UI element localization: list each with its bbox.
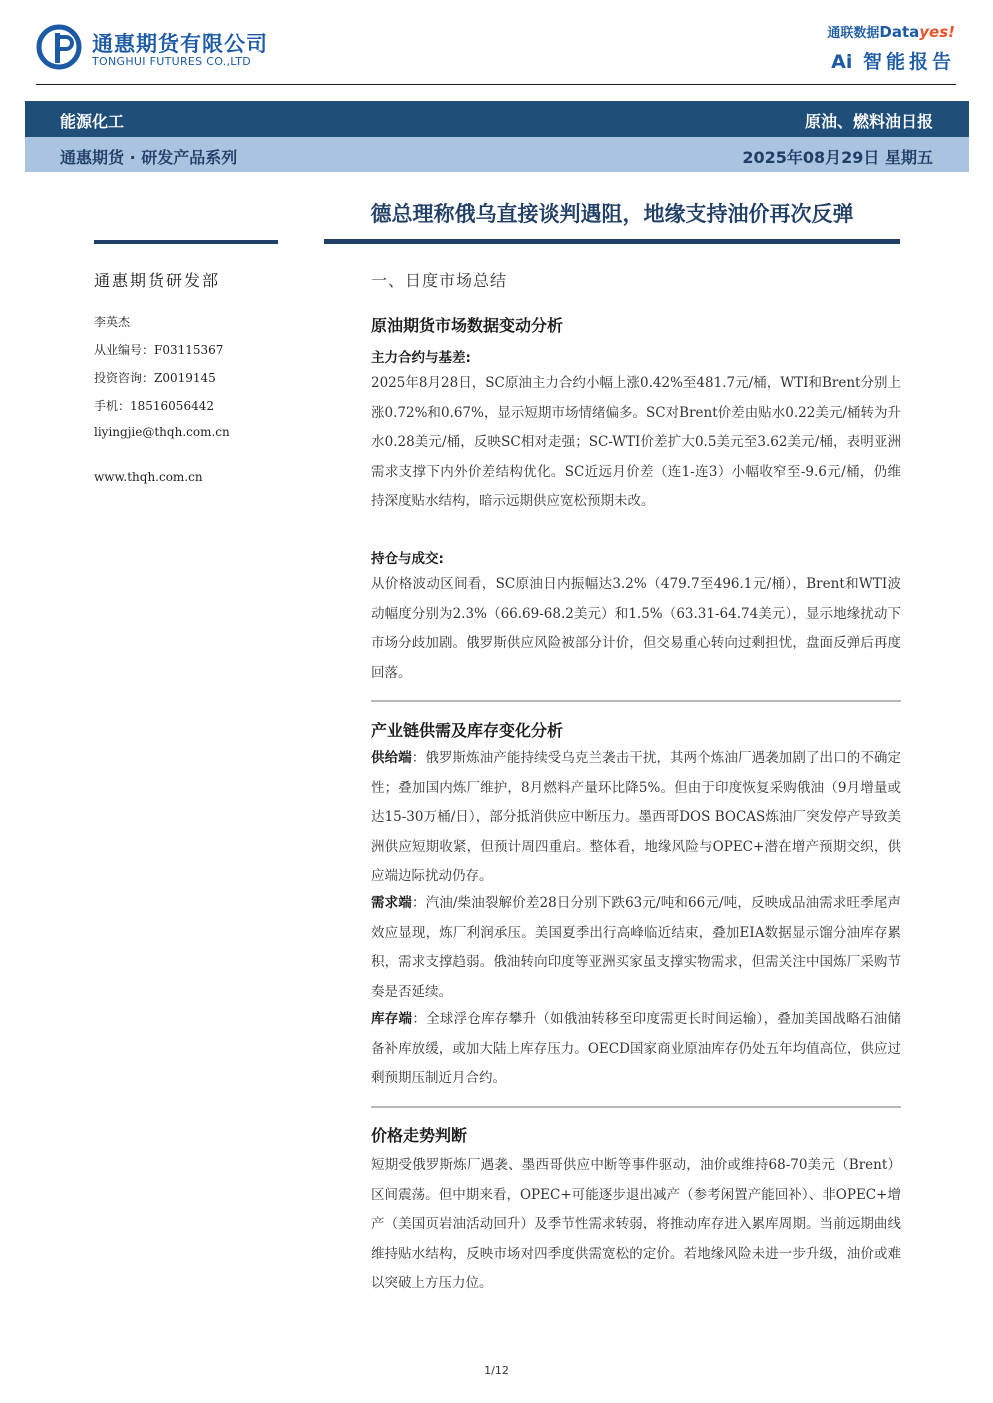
brand-name-en: TONGHUI FUTURES CO.,LTD — [92, 55, 252, 68]
ai-report-text: 智能报告 — [862, 51, 955, 73]
tonghui-logo-icon — [36, 24, 82, 70]
sector-label: 能源化工 — [60, 112, 125, 131]
ai-report-label — [831, 47, 955, 74]
datayes-logo — [827, 22, 955, 41]
website-link[interactable]: www.thqh.com.cn — [94, 470, 203, 484]
supply-text: ：俄罗斯炼油产能持续受乌克兰袭击干扰，其两个炼油厂遇袭加剧了出口的不确定性；叠加国内炼厂维护，8月燃料产量环比降5%。但由于印度恢复采购俄油（9月增量或达15-30万桶/日），部分抵消供应中断压力。墨西哥DOS BOCAS炼油厂突发停产导致美洲供应短期收紧，但预计周四重启。整体看，地缘风险与OPEC+潜在增产预期交织，供应端边际扰动仍存。 — [371, 750, 902, 884]
label-position: 持仓与成交: — [371, 551, 444, 567]
paragraph-supply — [371, 744, 901, 892]
subsection-title-price: 价格走势判断 — [371, 1126, 468, 1145]
paragraph-position: 从价格波动区间看，SC原油日内振幅达3.2%（479.7至496.1元/桶），Brent和WTI波动幅度分别为2.3%（66.69-68.2美元）和1.5%（63.31-64.74美元），显示地缘扰动下市场分歧加剧。俄罗斯供应风险被部分计价，但交易重心转向过剩担忧，盘面反弹后再度回落。 — [371, 576, 901, 681]
paragraph-inventory — [371, 1005, 901, 1094]
supply-label: 供给端 — [371, 750, 412, 766]
report-type: 原油、燃料油日报 — [804, 112, 933, 131]
datayes-name-en: Data — [879, 23, 920, 41]
section-divider — [371, 1106, 901, 1108]
section-title: 一、日度市场总结 — [371, 271, 508, 290]
analyst-name: 李英杰 — [94, 315, 131, 329]
sidebar-rule — [94, 240, 278, 244]
headline-rule — [324, 239, 900, 244]
email-link[interactable]: liyingjie@thqh.com.cn — [94, 425, 230, 439]
research-dept: 通惠期货研发部 — [94, 271, 221, 290]
datayes-name-en-accent: yes! — [919, 23, 955, 41]
inventory-label: 库存端 — [371, 1011, 413, 1027]
page-title: 德总理称俄乌直接谈判遇阻，地缘支持油价再次反弹 — [370, 202, 854, 226]
page-number: 1/12 — [484, 1364, 509, 1377]
label-basis: 主力合约与基差: — [371, 350, 471, 366]
header-divider — [36, 84, 956, 85]
paragraph-price: 短期受俄罗斯炼厂遇袭、墨西哥供应中断等事件驱动，油价或维持68-70美元（Brent）区间震荡。但中期来看，OPEC+可能逐步退出减产（参考闲置产能回补）、非OPEC+增产（美国页岩油活动回升）及季节性需求转弱，将推动库存进入累库周期。当前远期曲线维持贴水结构，反映市场对四季度供需宽松的定价。若地缘风险未进一步升级，油价或难以突破上方压力位。 — [371, 1157, 901, 1291]
section-divider — [371, 700, 901, 702]
subsection-title-supply-chain: 产业链供需及库存变化分析 — [371, 721, 564, 740]
report-date: 2025年08月29日 星期五 — [742, 148, 933, 167]
license-number: 从业编号：F03115367 — [94, 343, 224, 357]
demand-label: 需求端 — [371, 895, 412, 911]
inventory-text: ：全球浮仓库存攀升（如俄油转移至印度需更长时间运输），叠加美国战略石油储备补库放缓，或加大陆上库存压力。OECD国家商业原油库存仍处五年均值高位，供应过剩预期压制近月合约。 — [371, 1011, 902, 1086]
datayes-name-cn: 通联数据 — [827, 26, 880, 41]
brand-name-cn: 通惠期货有限公司 — [92, 32, 268, 56]
phone-number: 手机：18516056442 — [94, 399, 214, 413]
advisory-number: 投资咨询：Z0019145 — [94, 371, 216, 385]
paragraph-basis: 2025年8月28日，SC原油主力合约小幅上涨0.42%至481.7元/桶，WTI和Brent分别上涨0.72%和0.67%，显示短期市场情绪偏多。SC对Brent价差由贴水0.22美元/桶转为升水0.28美元/桶，反映SC相对走强；SC-WTI价差扩大0.5美元至3.62美元/桶，表明亚洲需求支撑下内外价差结构优化。SC近远月价差（连1-连3）小幅收窄至-9.6元/桶，仍维持深度贴水结构，暗示远期供应宽松预期未改。 — [371, 375, 901, 509]
demand-text: ：汽油/柴油裂解价差28日分别下跌63元/吨和66元/吨，反映成品油需求旺季尾声效应显现，炼厂利润承压。美国夏季出行高峰临近结束，叠加EIA数据显示馏分油库存累积，需求支撑趋弱。俄油转向印度等亚洲买家虽支撑实物需求，但需关注中国炼厂采购节奏是否延续。 — [371, 895, 901, 1000]
ai-icon: Ai — [831, 51, 853, 73]
paragraph-demand — [371, 889, 901, 1007]
series-label: 通惠期货 · 研发产品系列 — [60, 148, 238, 167]
subsection-title-futures: 原油期货市场数据变动分析 — [371, 316, 564, 335]
